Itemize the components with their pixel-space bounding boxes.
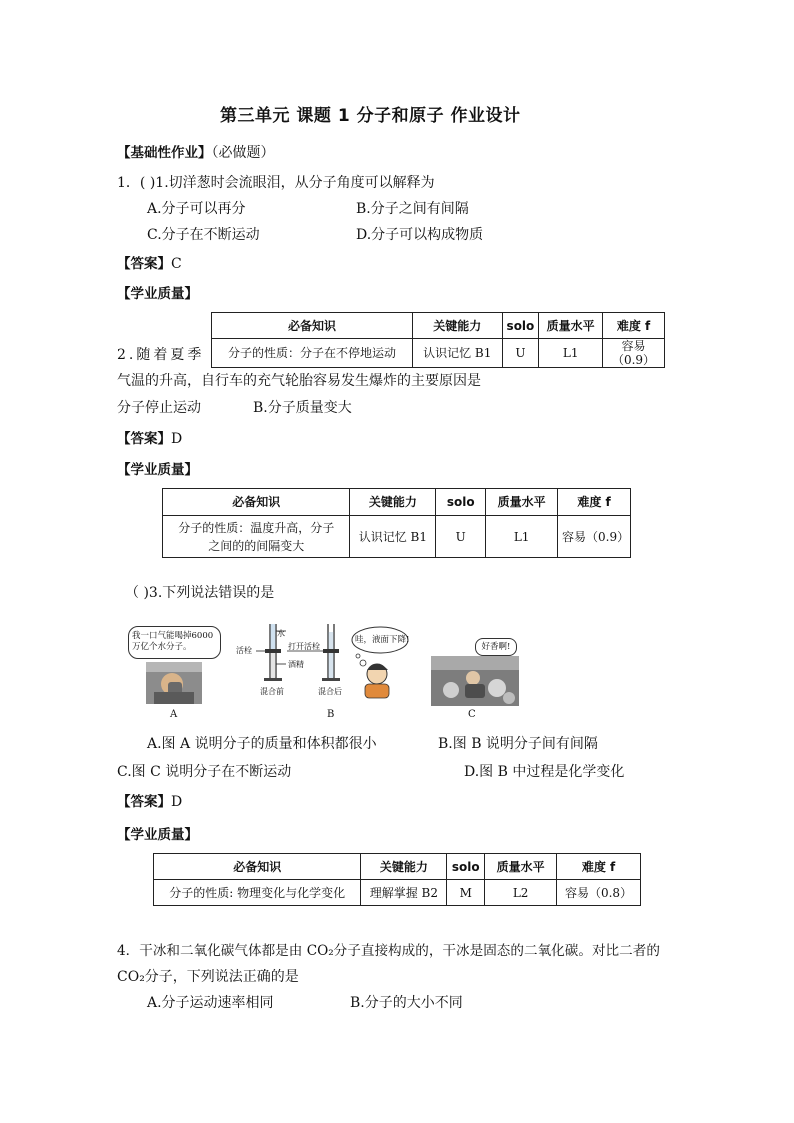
answer-label: 【答案】 (117, 256, 171, 272)
bubble-text: 哇，液面下降! (355, 635, 410, 645)
q1-option-d: D.分子可以构成物质 (356, 227, 484, 243)
bubble-text: 万亿个水分子。 (132, 642, 192, 652)
figure-a (128, 626, 221, 706)
drinking-child-illustration (128, 626, 221, 706)
figure-b-label: B (327, 709, 335, 720)
label-water: 水 (277, 629, 285, 638)
answer-value: D (171, 431, 183, 447)
table-cell: 认识记忆 B1 (412, 339, 502, 368)
q3-option-b: B.图 B 说明分子间有间隔 (438, 736, 598, 752)
table-header: 必备知识 (154, 854, 361, 880)
table-cell: 认识记忆 B1 (350, 516, 436, 558)
table-cell: 容易（0.8） (557, 880, 641, 906)
table-cell: 理解掌握 B2 (361, 880, 447, 906)
table-header: 难度 f (557, 854, 641, 880)
bubble-text: 好香啊! (475, 638, 517, 656)
table-cell: L2 (485, 880, 557, 906)
q4-option-a: A.分子运动速率相同 (147, 995, 274, 1011)
table-cell: 容易（0.9） (603, 339, 665, 368)
q1-stem: 1．( )1.切洋葱时会流眼泪，从分子角度可以解释为 (117, 175, 435, 191)
table-cell: L1 (539, 339, 603, 368)
q1-option-c: C.分子在不断运动 (147, 227, 260, 243)
table-cell: U (502, 339, 539, 368)
figure-c (431, 638, 519, 706)
quality-table-2 (162, 488, 631, 558)
answer-label: 【答案】 (117, 431, 171, 447)
table-header: 必备知识 (163, 489, 350, 516)
table-cell-line: 之间的的间隔变大 (208, 538, 305, 553)
table-cell: U (436, 516, 486, 558)
page-title: 第三单元 课题 1 分子和原子 作业设计 (220, 106, 521, 126)
table-header: 必备知识 (212, 313, 413, 339)
label-alcohol: 酒精 (288, 660, 304, 669)
table-cell: 容易（0.9） (558, 516, 631, 558)
table-header: 难度 f (558, 489, 631, 516)
label-valve: 活栓 (236, 646, 252, 655)
quality-label: 【学业质量】 (117, 286, 198, 302)
q2-answer (117, 429, 182, 449)
table-header: 关键能力 (361, 854, 447, 880)
quality-label: 【学业质量】 (117, 462, 198, 478)
table-header: 质量水平 (539, 313, 603, 339)
table-header: 质量水平 (486, 489, 558, 516)
q4-stem-line-1: 4．干冰和二氧化碳气体都是由 CO₂分子直接构成的，干冰是固态的二氧化碳。对比二者的 (117, 943, 660, 959)
q2-option-a: 分子停止运动 (117, 400, 201, 416)
quality-table-3 (153, 853, 641, 906)
section-note: （必做题） (211, 145, 275, 161)
q1-option-b: B.分子之间有间隔 (356, 201, 469, 217)
answer-value: C (171, 256, 182, 272)
q4-option-b: B.分子的大小不同 (350, 995, 463, 1011)
figure-b (232, 620, 417, 708)
answer-label: 【答案】 (117, 794, 171, 810)
table-header: solo (502, 313, 539, 339)
figure-c-label: C (468, 709, 476, 720)
table-cell: 分子的性质: 物理变化与化学变化 (154, 880, 361, 906)
table-header: solo (436, 489, 486, 516)
answer-value: D (171, 794, 183, 810)
table-cell (163, 516, 350, 558)
q2-stem-start: 2.随着夏季 (117, 347, 205, 363)
q1-answer (117, 254, 182, 274)
label-after-mixing: 混合后 (318, 687, 342, 696)
q3-answer (117, 792, 182, 812)
table-header: 关键能力 (412, 313, 502, 339)
q3-stem: （ )3.下列说法错误的是 (125, 585, 275, 601)
table-cell: L1 (486, 516, 558, 558)
table-cell-line: 分子的性质：温度升高，分子 (178, 520, 335, 535)
q4-stem-line-2: CO₂分子，下列说法正确的是 (117, 969, 299, 985)
section-heading: 【基础性作业】 (117, 145, 212, 161)
table-cell: 分子的性质：分子在不停地运动 (212, 339, 413, 368)
figure-a-label: A (170, 709, 178, 720)
table-header: solo (447, 854, 485, 880)
table-header: 难度 f (603, 313, 665, 339)
quality-table-1 (211, 312, 665, 368)
q2-option-b: B.分子质量变大 (253, 400, 352, 416)
q2-stem-cont: 气温的升高，自行车的充气轮胎容易发生爆炸的主要原因是 (117, 373, 481, 389)
table-cell: M (447, 880, 485, 906)
q3-option-a: A.图 A 说明分子的质量和体积都很小 (147, 736, 377, 752)
q3-option-d: D.图 B 中过程是化学变化 (464, 764, 625, 780)
label-before-mixing: 混合前 (260, 687, 284, 696)
q1-option-a: A.分子可以再分 (147, 201, 246, 217)
table-header: 质量水平 (485, 854, 557, 880)
bubble-text: 我一口气能喝掉6000 (132, 631, 214, 641)
table-header: 关键能力 (350, 489, 436, 516)
q3-option-c: C.图 C 说明分子在不断运动 (117, 764, 292, 780)
label-open-valve: 打开活栓 (288, 642, 320, 651)
section-heading-row (117, 143, 275, 163)
quality-label: 【学业质量】 (117, 827, 198, 843)
